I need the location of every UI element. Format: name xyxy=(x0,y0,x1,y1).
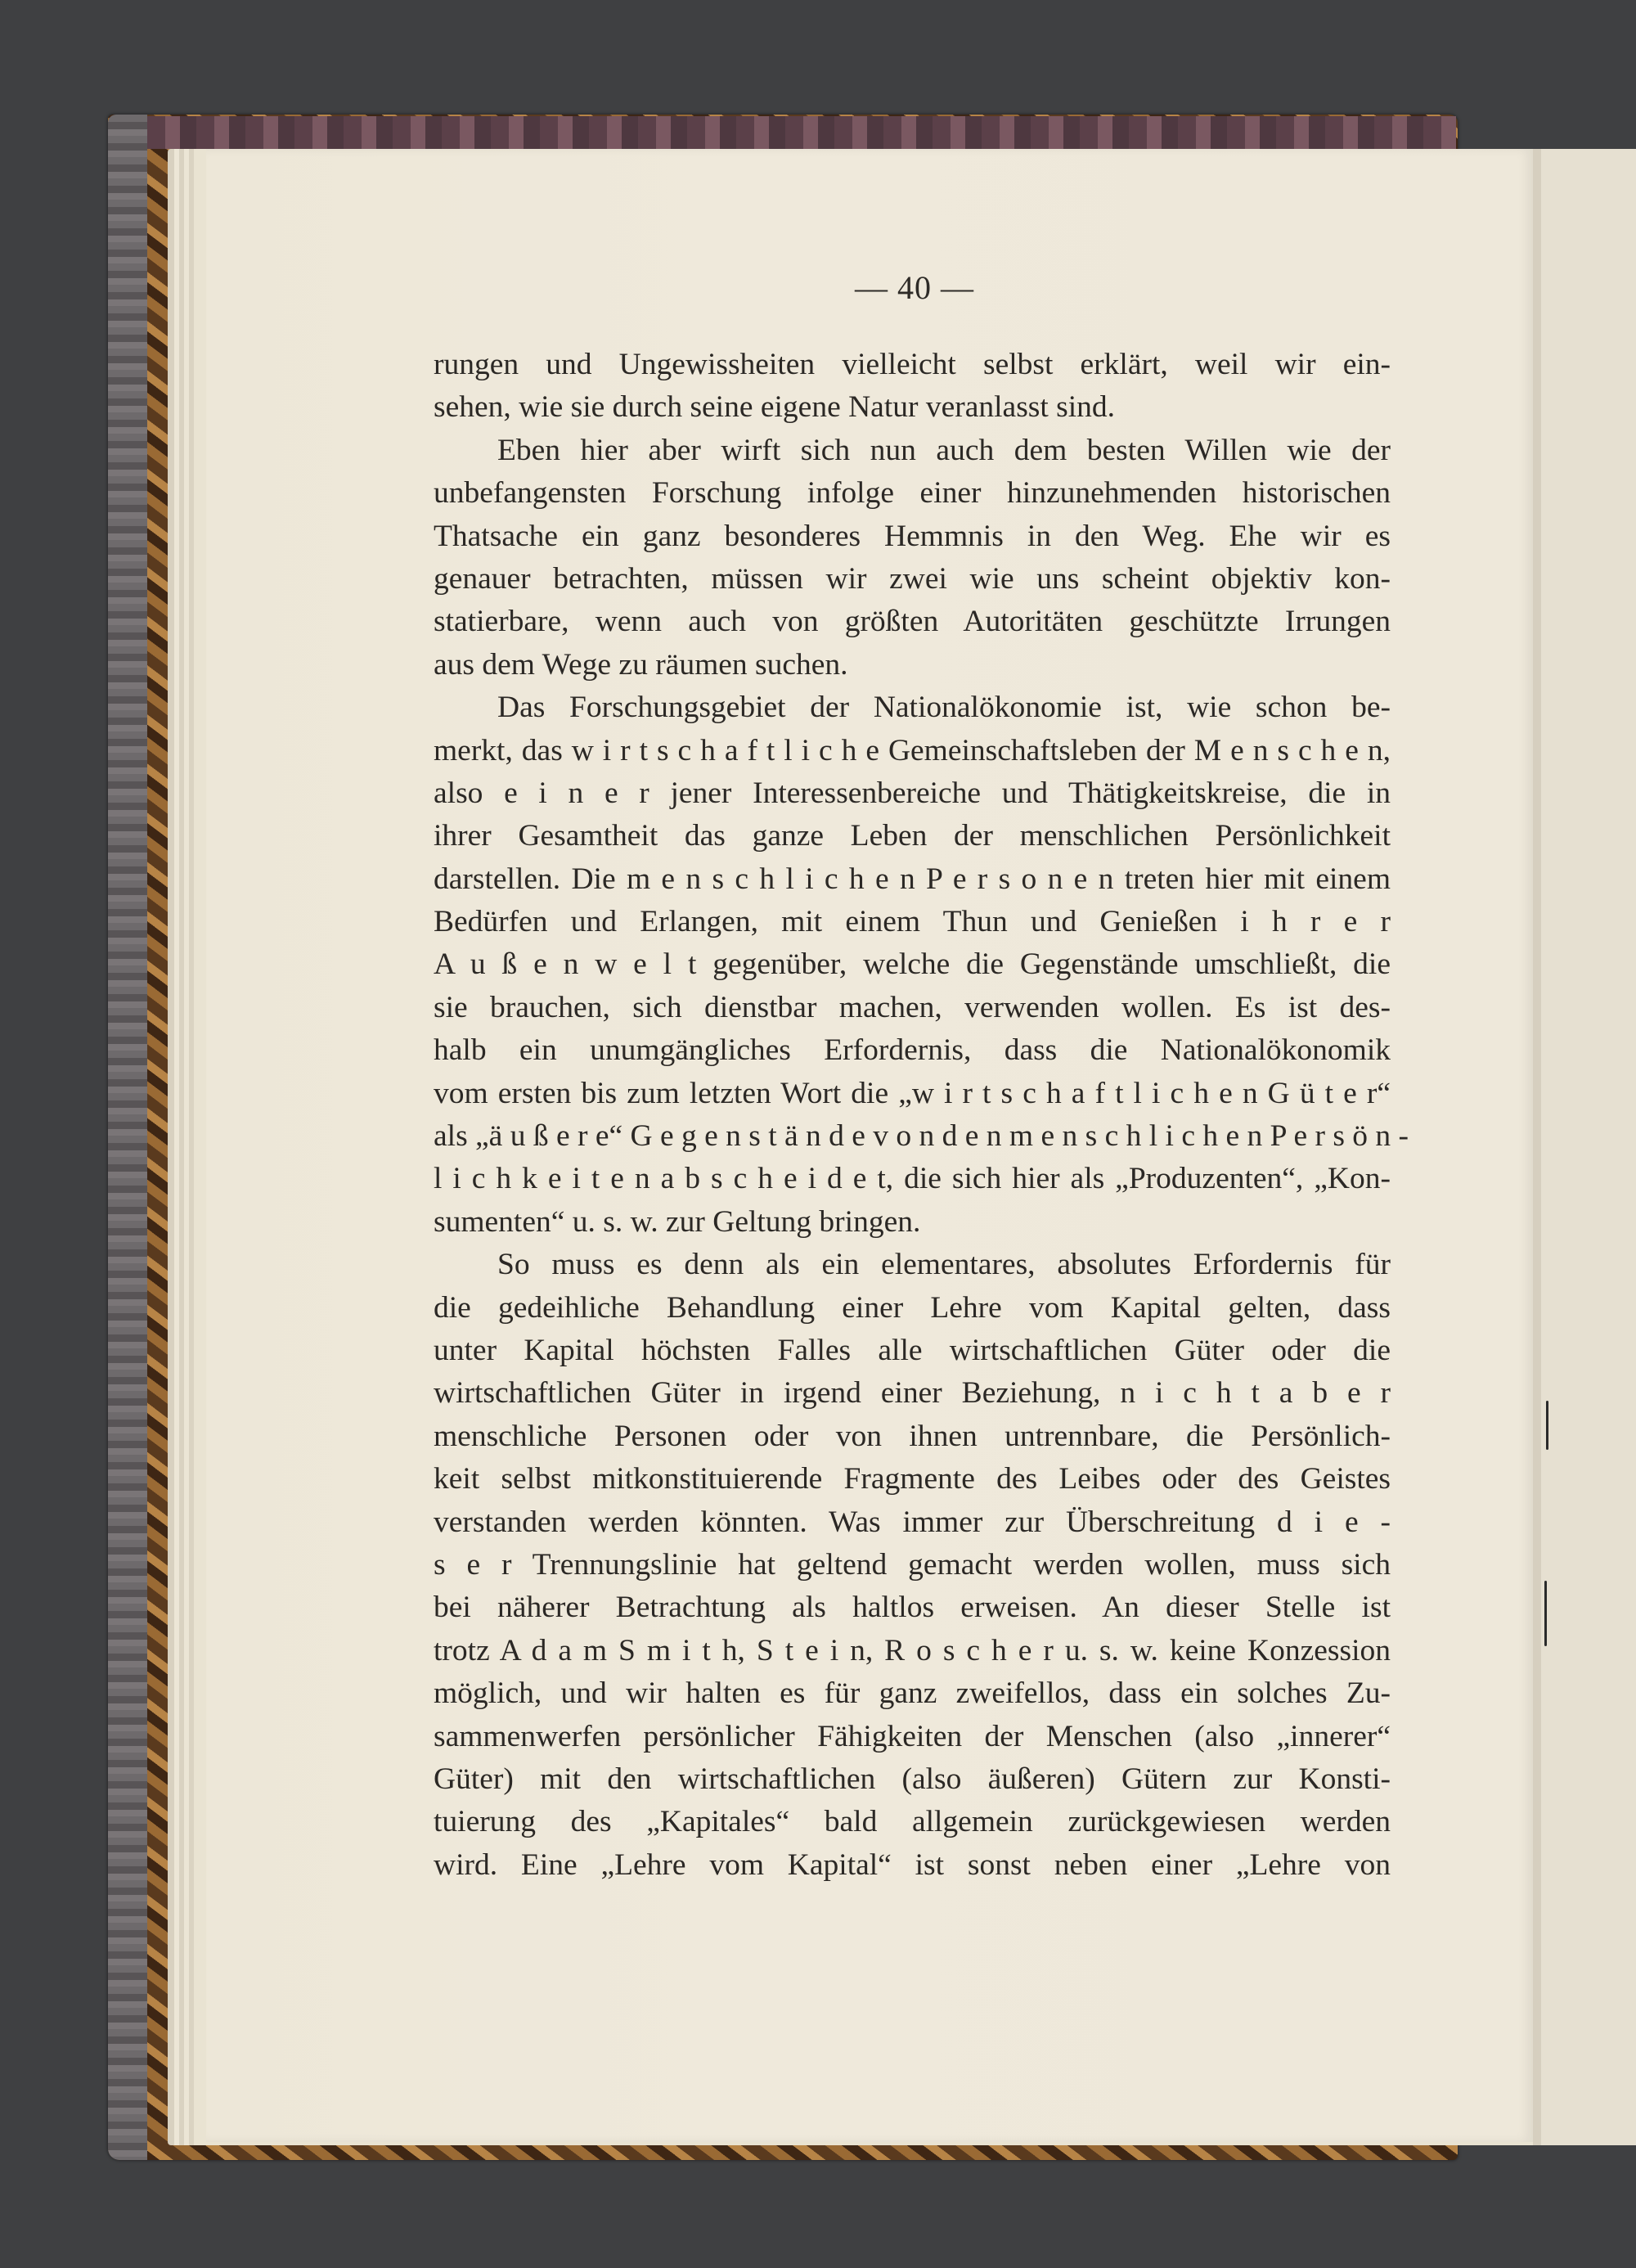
body-text xyxy=(434,344,1409,1887)
text-line: die gedeihliche Behandlung einer Lehre vom Kapital gelten, dass xyxy=(434,1290,1391,1325)
text-line: A u ß e n w e l t gegenüber, welche die Gegenstände umschließt, die xyxy=(434,947,1391,982)
text-line: statierbare, wenn auch von größten Autoritäten geschützte Irrungen xyxy=(434,605,1391,639)
text-line: halb ein unumgängliches Erfordernis, dass die Nationalökonomik xyxy=(434,1033,1391,1068)
text-line: darstellen. Die m e n s c h l i c h e n P e r s o n e n treten hier mit einem xyxy=(434,862,1391,896)
text-line: tuierung des „Kapitales“ bald allgemein zurückgewiesen werden xyxy=(434,1805,1391,1839)
text-line: Das Forschungsgebiet der Nationalökonomie ist, wie schon be- xyxy=(497,691,1391,725)
text-line: Eben hier aber wirft sich nun auch dem besten Willen wie der xyxy=(497,433,1391,467)
text-line: genauer betrachten, müssen wir zwei wie uns scheint objektiv kon- xyxy=(434,561,1391,596)
gutter-mark xyxy=(1544,1581,1547,1646)
text-line: unbefangensten Forschung infolge einer hinzunehmenden historischen xyxy=(434,476,1391,511)
text-line: ihrer Gesamtheit das ganze Leben der menschlichen Persönlichkeit xyxy=(434,819,1391,853)
text-line: Thatsache ein ganz besonderes Hemmnis in den Weg. Ehe wir es xyxy=(434,519,1391,553)
text-line: trotz A d a m S m i t h, S t e i n, R o s c h e r u. s. w. keine Konzession xyxy=(434,1633,1391,1667)
book-top-edge xyxy=(147,116,1456,149)
text-line: menschliche Personen oder von ihnen untrennbare, die Persönlich- xyxy=(434,1419,1391,1453)
text-line: unter Kapital höchsten Falles alle wirtschaftlichen Güter oder die xyxy=(434,1333,1391,1367)
text-line: sammenwerfen persönlicher Fähigkeiten der Menschen (also „innerer“ xyxy=(434,1719,1391,1753)
text-line: verstanden werden könnten. Was immer zur Überschreitung d i e - xyxy=(434,1505,1391,1539)
text-line: s e r Trennungslinie hat geltend gemacht werden wollen, muss sich xyxy=(434,1547,1391,1582)
text-line: wird. Eine „Lehre vom Kapital“ ist sonst neben einer „Lehre von xyxy=(434,1847,1391,1882)
text-line: So muss es denn als ein elementares, absolutes Erfordernis für xyxy=(497,1248,1391,1282)
page-number: — 40 — xyxy=(855,269,974,306)
text-line: aus dem Wege zu räumen suchen. xyxy=(434,647,848,682)
gutter-mark xyxy=(1546,1401,1548,1450)
text-line: vom ersten bis zum letzten Wort die „w i r t s c h a f t l i c h e n G ü t e r“ xyxy=(434,1076,1391,1110)
facing-page-edge xyxy=(1533,149,1636,2145)
text-line: bei näherer Betrachtung als haltlos erweisen. An dieser Stelle ist xyxy=(434,1591,1391,1625)
text-line: keit selbst mitkonstituierende Fragmente des Leibes oder des Geistes xyxy=(434,1462,1391,1496)
text-line: sehen, wie sie durch seine eigene Natur veranlasst sind. xyxy=(434,390,1116,425)
text-line: als „ä u ß e r e“ G e g e n s t ä n d e v o n d e n m e n s c h l i c h e n P e r s ö n - xyxy=(434,1119,1409,1154)
text-line: merkt, das w i r t s c h a f t l i c h e Gemeinschaftsleben der M e n s c h e n, xyxy=(434,733,1391,767)
book-spine xyxy=(108,115,147,2160)
text-line: sumenten“ u. s. w. zur Geltung bringen. xyxy=(434,1204,921,1239)
text-line: rungen und Ungewissheiten vielleicht selbst erklärt, weil wir ein- xyxy=(434,348,1391,381)
text-line: also e i n e r jener Interessenbereiche und Thätigkeitskreise, die in xyxy=(434,776,1391,810)
text-line: Bedürfen und Erlangen, mit einem Thun und Genießen i h r e r xyxy=(434,905,1391,939)
text-line: möglich, und wir halten es für ganz zweifellos, dass ein solches Zu- xyxy=(434,1676,1391,1711)
text-line: Güter) mit den wirtschaftlichen (also äußeren) Gütern zur Konsti- xyxy=(434,1762,1391,1796)
text-line: wirtschaftlichen Güter in irgend einer Beziehung, n i c h t a b e r xyxy=(434,1376,1391,1411)
text-line: l i c h k e i t e n a b s c h e i d e t, die sich hier als „Produzenten“, „Kon- xyxy=(434,1162,1391,1196)
text-line: sie brauchen, sich dienstbar machen, verwenden wollen. Es ist des- xyxy=(434,990,1391,1024)
